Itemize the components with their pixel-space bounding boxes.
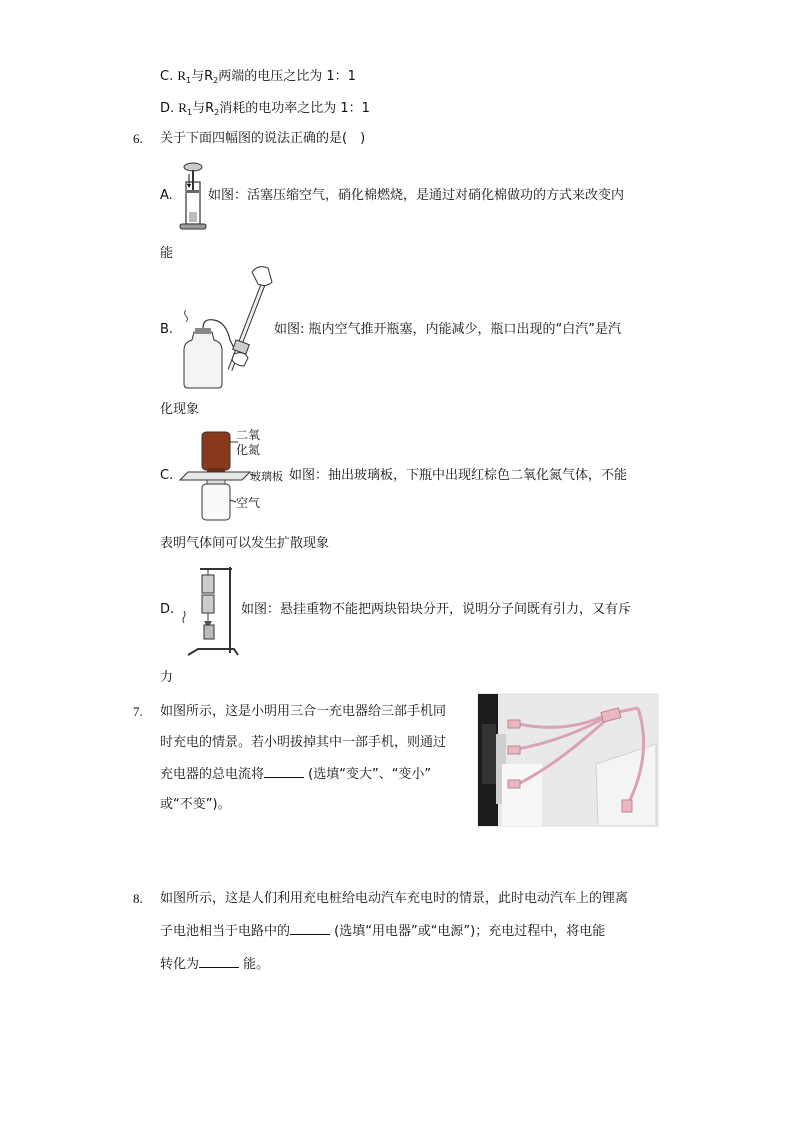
answer-blank[interactable] [290,922,330,935]
answer-blank[interactable] [264,765,304,778]
option-b-text-cont: 化现象 [160,402,200,417]
lead-blocks-figure [178,563,240,661]
question-number: 6. [133,131,143,146]
answer-blank[interactable] [199,955,239,968]
option-letter-b: B. [160,322,174,337]
option-c-text-cont: 表明气体间可以发生扩散现象 [160,536,330,551]
r-symbol: R [178,100,187,115]
q7-line3 [160,765,431,784]
option-letter: D. [160,101,175,116]
r-symbol: R [177,68,187,83]
q7-line2: 时充电的情景。若小明拔掉其中一部手机，则通过 [160,735,447,750]
piston-cylinder-figure [178,160,208,232]
option-text: 消耗的电功率之比为 1：1 [219,101,370,116]
plate-label: 玻璃板 [250,470,283,483]
three-in-one-charger-photo [478,694,658,826]
option-a-text: 如图：活塞压缩空气，硝化棉燃烧，是通过对硝化棉做功的方式来改变内 [208,188,625,203]
option-b-text: 如图: 瓶内空气推开瓶塞，内能减少，瓶口出现的“白汽”是汽 [274,322,621,337]
subscript-1: 1 [186,76,192,85]
option-text-mid: 与R [191,69,214,84]
subscript-1: 1 [186,108,193,117]
gas-label-line1: 二氧 [236,428,261,442]
q5-option-d [160,99,370,119]
option-letter-a: A. [160,188,173,203]
q7-line3-options: (选填“变大”、“变小” [304,767,432,782]
option-letter: C. [160,69,174,84]
option-text: 两端的电压之比为 1：1 [218,69,356,84]
q7-line4: 或“不变”)。 [160,797,231,812]
q8-line3-text: 转化为 [160,957,200,972]
bottle-pump-figure [178,262,274,392]
option-a-text-cont: 能 [160,246,174,261]
gas-label-line2: 化氮 [236,443,261,457]
option-c-text: 如图：抽出玻璃板，下瓶中出现红棕色二氧化氮气体，不能 [289,468,628,483]
q8-line3-tail: 能。 [239,957,270,972]
q8-line1: 如图所示，这是人们利用充电桩给电动汽车充电时的情景，此时电动汽车上的锂离 [160,891,629,906]
air-label: 空气 [236,496,261,510]
option-letter-d: D. [160,602,175,617]
question-stem: 关于下面四幅图的说法正确的是( ) [160,131,366,146]
q7-line3-text: 充电器的总电流将 [160,767,265,782]
q5-option-c [160,67,356,87]
option-d-text-cont: 力 [160,670,174,685]
question-number: 8. [133,891,143,906]
q7-line1: 如图所示，这是小明用三合一充电器给三部手机同 [160,704,447,719]
q8-line2-options: (选填“用电器”或“电源”)；充电过程中，将电能 [330,924,606,939]
option-text-mid: 与R [192,101,215,116]
subscript-2: 2 [213,76,219,85]
option-letter-c: C. [160,468,174,483]
q8-line2-text: 子电池相当于电路中的 [160,924,291,939]
option-d-text: 如图：悬挂重物不能把两块铅块分开，说明分子间既有引力，又有斥 [241,602,632,617]
subscript-2: 2 [214,108,220,117]
q8-line3 [160,955,269,974]
question-number: 7. [133,704,143,719]
q8-line2 [160,922,605,941]
